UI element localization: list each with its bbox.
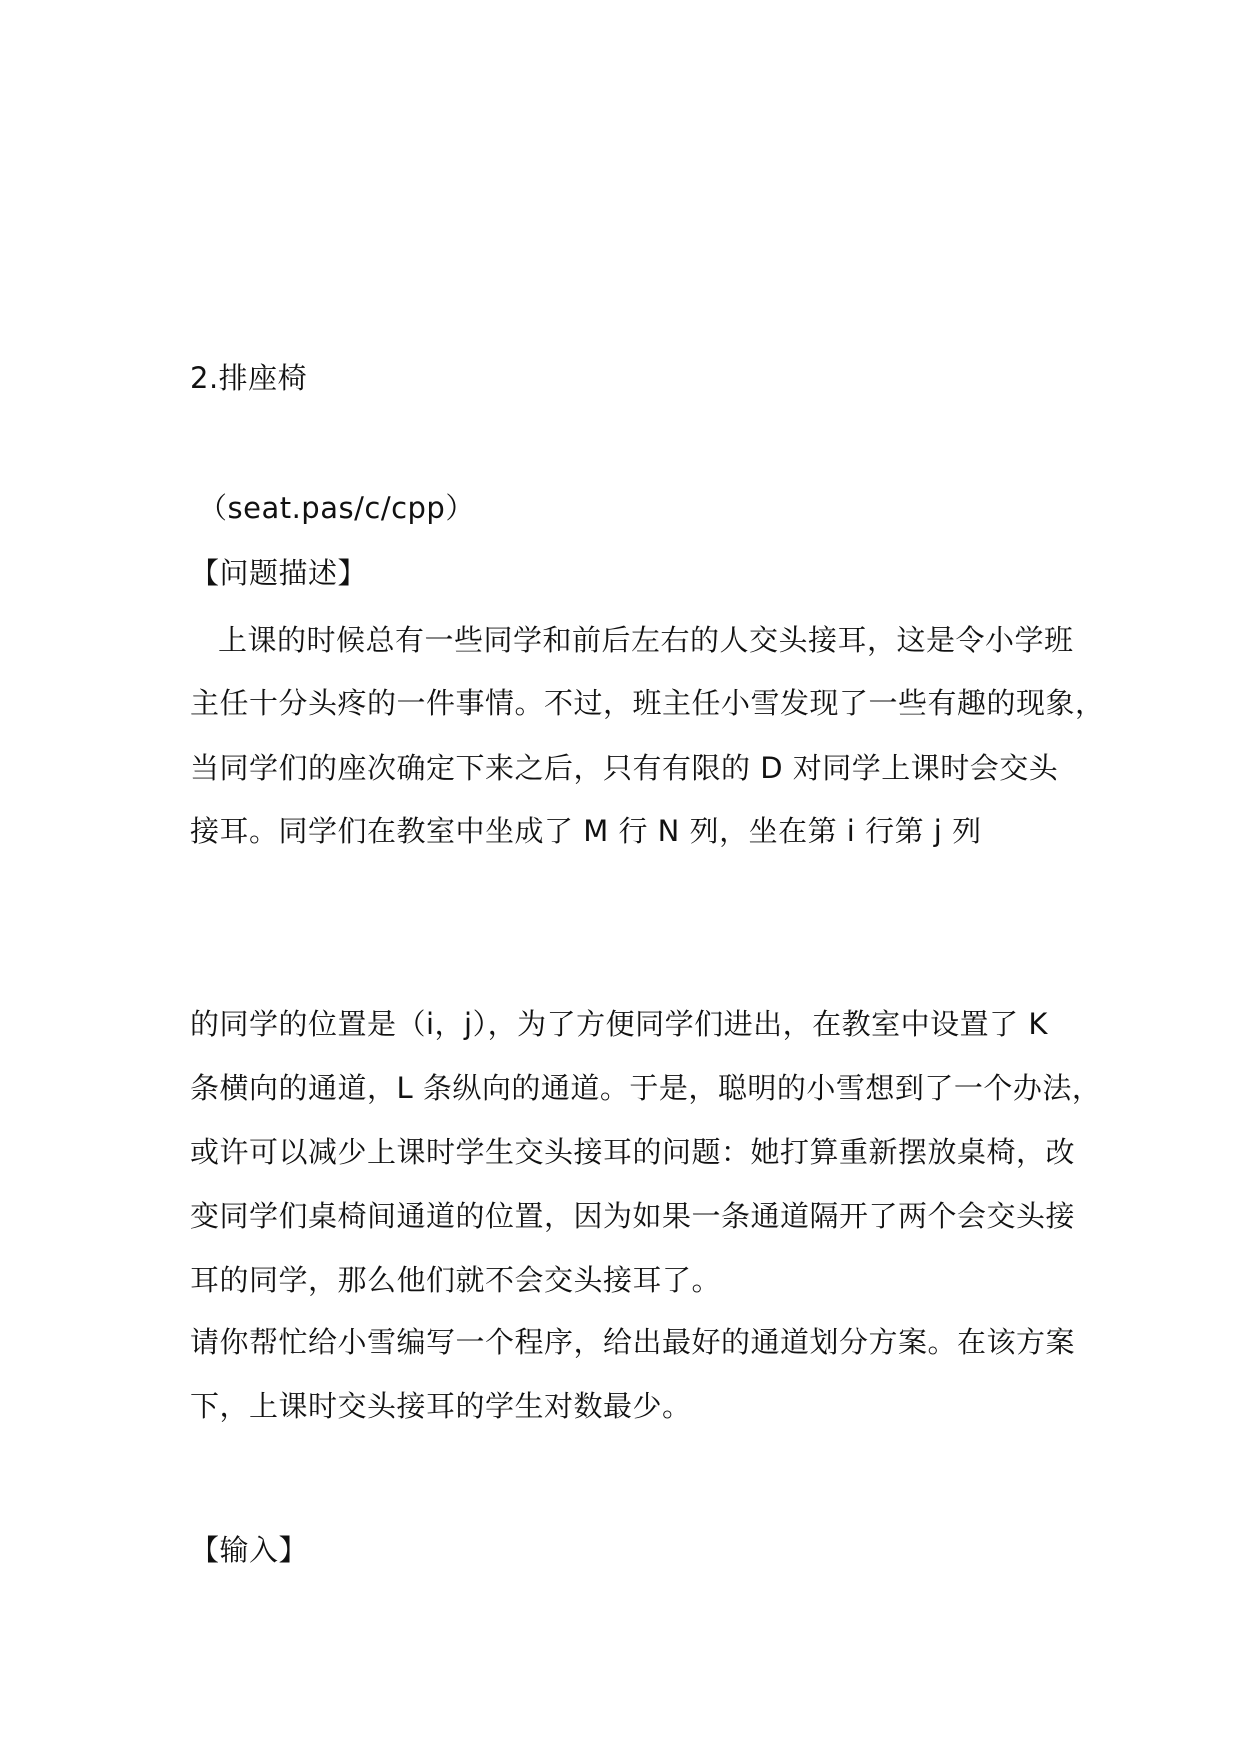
problem-description-heading: 【问题描述】 xyxy=(190,556,368,590)
paragraph-line: 请你帮忙给小雪编写一个程序，给出最好的通道划分方案。在该方案 xyxy=(190,1325,1076,1359)
input-heading: 【输入】 xyxy=(190,1533,309,1567)
paragraph-line: 主任十分头疼的一件事情。不过，班主任小雪发现了一些有趣的现象， xyxy=(190,686,1105,720)
paragraph-line: 下，上课时交头接耳的学生对数最少。 xyxy=(190,1389,692,1423)
paragraph-line: 上课的时候总有一些同学和前后左右的人交头接耳，这是令小学班 xyxy=(218,623,1074,657)
paragraph-line: 当同学们的座次确定下来之后，只有有限的 D 对同学上课时会交头 xyxy=(190,751,1059,785)
problem-title: 2.排座椅 xyxy=(190,361,308,395)
paragraph-line: 或许可以减少上课时学生交头接耳的问题：她打算重新摆放桌椅，改 xyxy=(190,1135,1076,1169)
paragraph-line: 变同学们桌椅间通道的位置，因为如果一条通道隔开了两个会交头接 xyxy=(190,1199,1076,1233)
paragraph-line: 耳的同学，那么他们就不会交头接耳了。 xyxy=(190,1263,722,1297)
file-hint: （seat.pas/c/cpp） xyxy=(198,491,475,525)
paragraph-line: 接耳。同学们在教室中坐成了 M 行 N 列，坐在第 i 行第 j 列 xyxy=(190,814,982,848)
paragraph-line: 的同学的位置是（i，j），为了方便同学们进出，在教室中设置了 K xyxy=(190,1007,1048,1041)
paragraph-line: 条横向的通道，L 条纵向的通道。于是，聪明的小雪想到了一个办法， xyxy=(190,1071,1102,1105)
